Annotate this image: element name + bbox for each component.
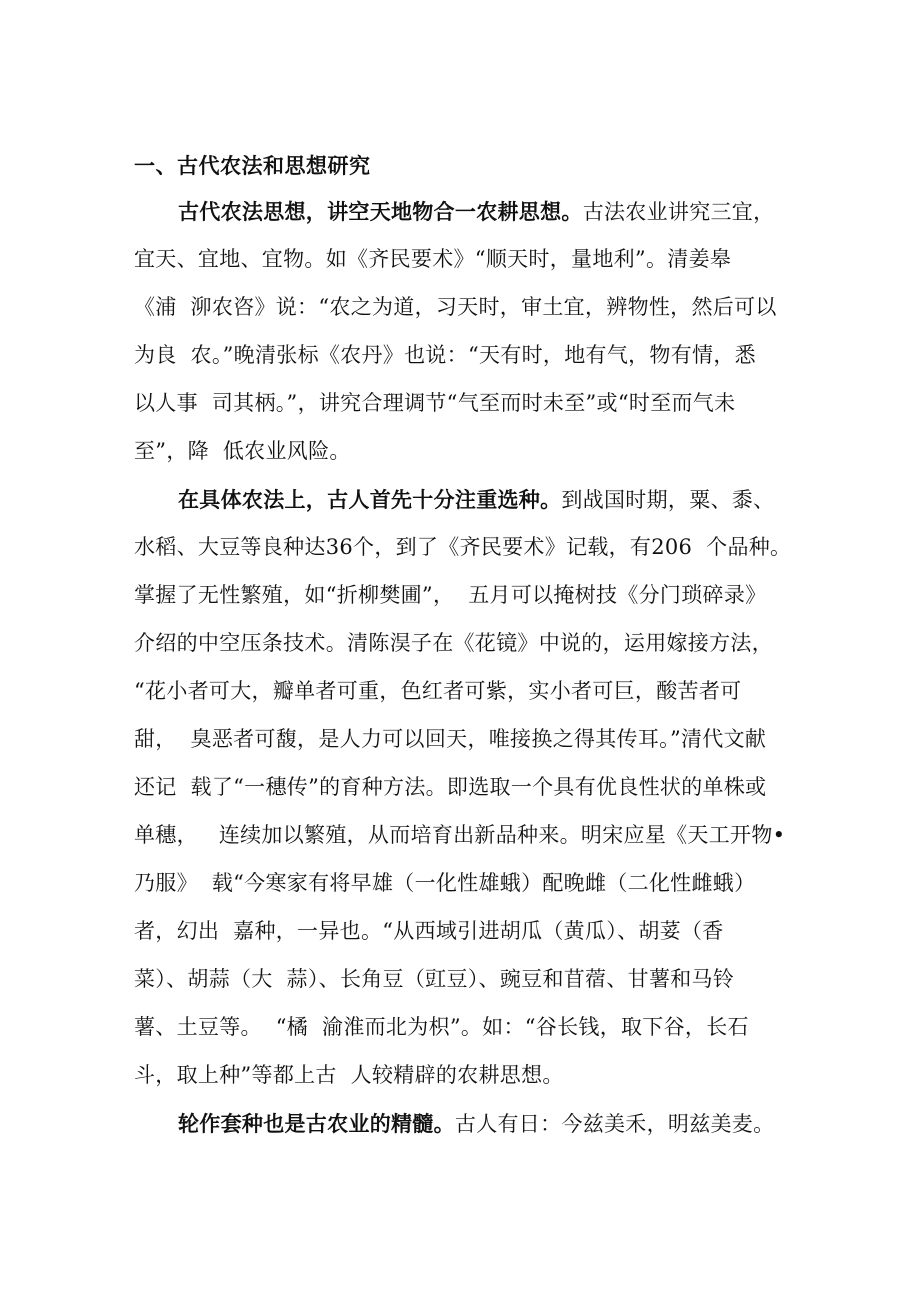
paragraph-2-line-6: 甜， 臭恶者可馥，是人力可以回天，唯接换之得其传耳。”清代文献 [134, 727, 767, 751]
paragraph-2-line-7: 还记 载了“一穗传”的育种方法。即选取一个具有优良性状的单株或 [134, 775, 767, 799]
paragraph-2-line-11: 菜）、胡蒜（大 蒜）、长角豆（豇豆）、豌豆和苜蓿、甘薯和马铃 [134, 967, 735, 991]
paragraph-1-line-text: 古法农业讲究三宜， [582, 200, 775, 224]
paragraph-2-line-1 [178, 485, 774, 515]
paragraph-2-line-10: 者，幻出 嘉种，一异也。“从西域引进胡瓜（黄瓜）、胡荽（香 [134, 919, 724, 943]
paragraph-3-lead-sentence: 轮作套种也是古农业的精髓。 [178, 1112, 455, 1136]
paragraph-1-line-4: 为良 农。”晚清张标《农丹》也说：“天有时，地有气，物有情，悉 [134, 343, 756, 367]
paragraph-2-lead-sentence: 在具体农法上，古人首先十分注重选种。 [178, 488, 562, 512]
paragraph-1-line-2: 宜天、宜地、宜物。如《齐民要术》“顺天时，量地利”。清姜皋 [134, 247, 732, 271]
section-heading: 一、古代农法和思想研究 [134, 154, 371, 178]
paragraph-3-line-1 [178, 1109, 774, 1139]
paragraph-1-lead-sentence: 古代农法思想，讲空天地物合一农耕思想。 [178, 200, 583, 224]
paragraph-1-line-3: 《浦 泖农咨》说：“农之为道，习天时，审土宜，辨物性，然后可以 [134, 295, 777, 319]
paragraph-1-line-6: 至”，降 低农业风险。 [134, 439, 351, 463]
paragraph-2-line-9: 乃服》 载“今寒家有将早雄（一化性雄蛾）配晚雌（二化性雌蛾） [134, 871, 756, 895]
paragraph-2-line-8: 单穗， 连续加以繁殖，从而培育出新品种来。明宋应星《天工开物• [134, 823, 786, 847]
paragraph-1-line-1 [178, 197, 774, 227]
paragraph-2-line-12: 薯、土豆等。 “橘 渝淮而北为枳”。如：“谷长钱，取下谷，长石 [134, 1015, 749, 1039]
paragraph-1-line-5: 以人事 司其柄。”，讲究合理调节“气至而时未至”或“时至而气未 [134, 391, 736, 415]
paragraph-2-line-3: 掌握了无性繁殖，如“折柳樊圃”， 五月可以掩树技《分门琐碎录》 [134, 583, 767, 607]
paragraph-2-line-5: “花小者可大，瓣单者可重，色红者可紫，实小者可巨，酸苦者可 [134, 679, 742, 703]
paragraph-2-line-4: 介绍的中空压条技术。清陈淏子在《花镜》中说的，运用嫁接方法， [134, 631, 773, 655]
paragraph-2-line-text: 到战国时期，粟、黍、 [561, 488, 775, 512]
paragraph-2-line-2: 水稻、大豆等良种达36个，到了《齐民要术》记载，有206 个品种。 [134, 535, 792, 559]
paragraph-3-line-text: 古人有日：今兹美禾，明兹美麦。 [454, 1112, 775, 1136]
paragraph-2-line-13: 斗，取上种”等都上古 人较精辟的农耕思想。 [134, 1063, 564, 1087]
